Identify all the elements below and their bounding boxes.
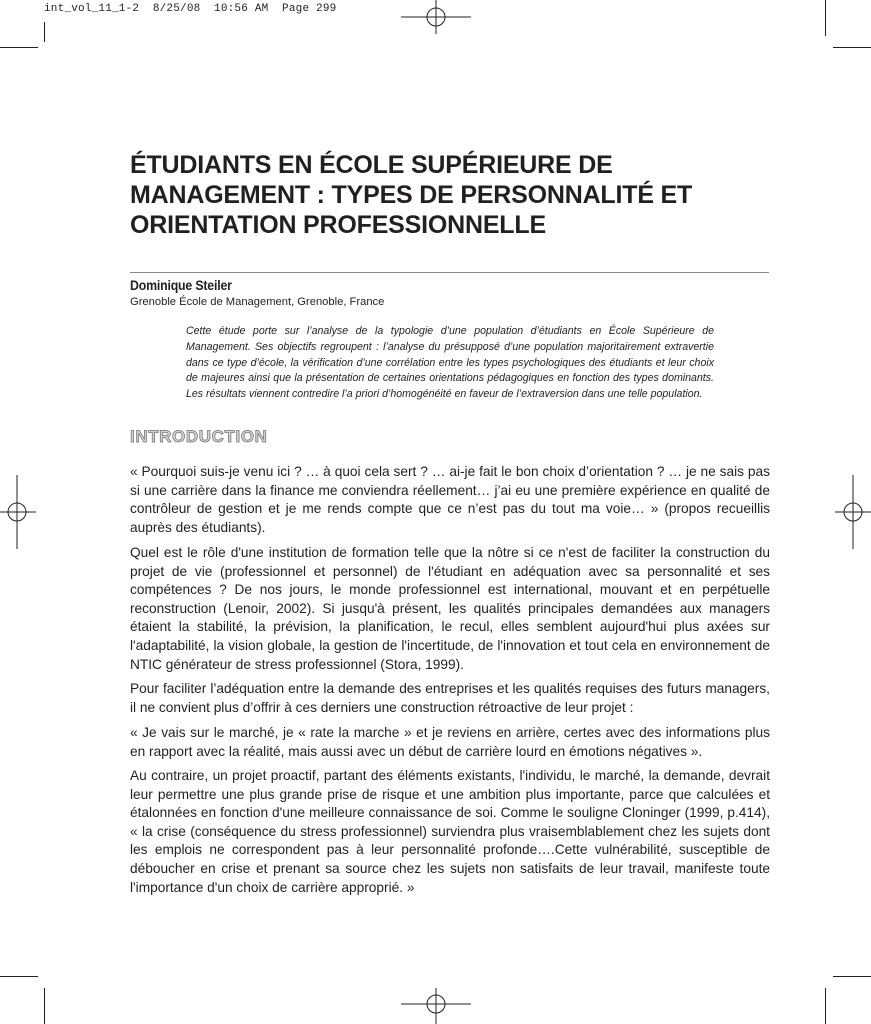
- crop-mark-bottom-right-v: [825, 988, 826, 1024]
- section-heading-introduction: INTRODUCTION: [130, 427, 268, 446]
- registration-mark-left: [0, 475, 36, 549]
- crop-mark-bottom-left-v: [44, 988, 45, 1024]
- author-name: Dominique Steiler: [130, 277, 232, 293]
- crop-mark-top-left-h: [0, 47, 38, 48]
- printer-slug: int_vol_11_1-2 8/25/08 10:56 AM Page 299: [44, 3, 337, 15]
- body-paragraph-1: « Pourquoi suis-je venu ici ? … à quoi cela sert ? … ai-je fait le bon choix d’orientation ? … je ne sais pas si une carrière dans la finance me conviendra réellement… j’ai eu une première expérience en qualité de contrôleur de gestion et je me rends compte que ce n’est pas du tout ma voie… » (propos recueillis auprès des étudiants).: [130, 464, 770, 535]
- registration-mark-right: [835, 475, 871, 549]
- crop-mark-top-right-v: [825, 0, 826, 36]
- body-paragraph-3: Pour faciliter l’adéquation entre la demande des entreprises et les qualités requises des futurs managers, il ne convient plus d’offrir à ces derniers une construction rétroactive de leur projet :: [130, 681, 770, 715]
- article-title: ÉTUDIANTS EN ÉCOLE SUPÉRIEURE DE MANAGEMENT : TYPES DE PERSONNALITÉ ET ORIENTATION PROFESSIONNELLE: [130, 151, 693, 239]
- crop-mark-top-right-h: [833, 47, 871, 48]
- registration-mark-bottom: [401, 988, 471, 1024]
- author-affiliation: Grenoble École de Management, Grenoble, France: [130, 296, 385, 308]
- body-paragraph-quote: « Je vais sur le marché, je « rate la marche » et je reviens en arrière, certes avec des informations plus en rapport avec la réalité, mais aussi avec un début de carrière lourd en émotions négatives ».: [130, 725, 770, 759]
- crop-mark-bottom-left-h: [0, 976, 38, 977]
- body-paragraph-2: Quel est le rôle d'une institution de formation telle que la nôtre si ce n'est de faciliter la construction du projet de vie (professionnel et personnel) de l'étudiant en adéquation avec sa personnalité et ses compétences ? De nos jours, le monde professionnel est international, mouvant et en perpétuelle reconstruction (Lenoir, 2002). Si jusqu'à présent, les qualités principales demandées aux managers étaient la stabilité, la prévision, la planification, le recul, elles semblent aujourd'hui plus axées sur l'adaptabilité, la vision globale, la gestion de l'incertitude, de l'innovation et tout cela en environnement de NTIC générateur de stress professionnel (Stora, 1999).: [130, 545, 770, 672]
- body-paragraph-4: Au contraire, un projet proactif, partant des éléments existants, l'individu, le marché, la demande, devrait leur permettre une plus grande prise de risque et une ambition plus importante, parce que calculées et étalonnées en fonction d'une meilleure connaissance de soi. Comme le souligne Cloninger (1999, p.414), « la crise (conséquence du stress professionnel) surviendra plus vraisemblablement chez les sujets dont les emplois ne correspondent pas à leur personnalité profonde….Cette vulnérabilité, susceptible de déboucher en crise et prenant sa source chez les sujets non satisfaits de leur travail, manifeste toute l'importance d'un choix de carrière approprié. »: [130, 768, 770, 895]
- title-rule: [130, 272, 769, 273]
- crop-mark-top-left-v: [44, 22, 45, 42]
- crop-mark-bottom-right-h: [833, 976, 871, 977]
- registration-mark-top: [401, 0, 471, 34]
- abstract: Cette étude porte sur l’analyse de la typologie d’une population d’étudiants en École Supérieure de Management. Ses objectifs regroupent : l’analyse du présupposé d’une population majoritairement extravertie dans ce type d’école, la vérification d’une corrélation entre les types psychologiques des étudiants et leur choix de majeures ainsi que la présentation de certaines orientations pédagogiques en fonction des types dominants. Les résultats viennent contredire l’a priori d’homogénéité en faveur de l’extraversion dans une telle population.: [186, 325, 714, 401]
